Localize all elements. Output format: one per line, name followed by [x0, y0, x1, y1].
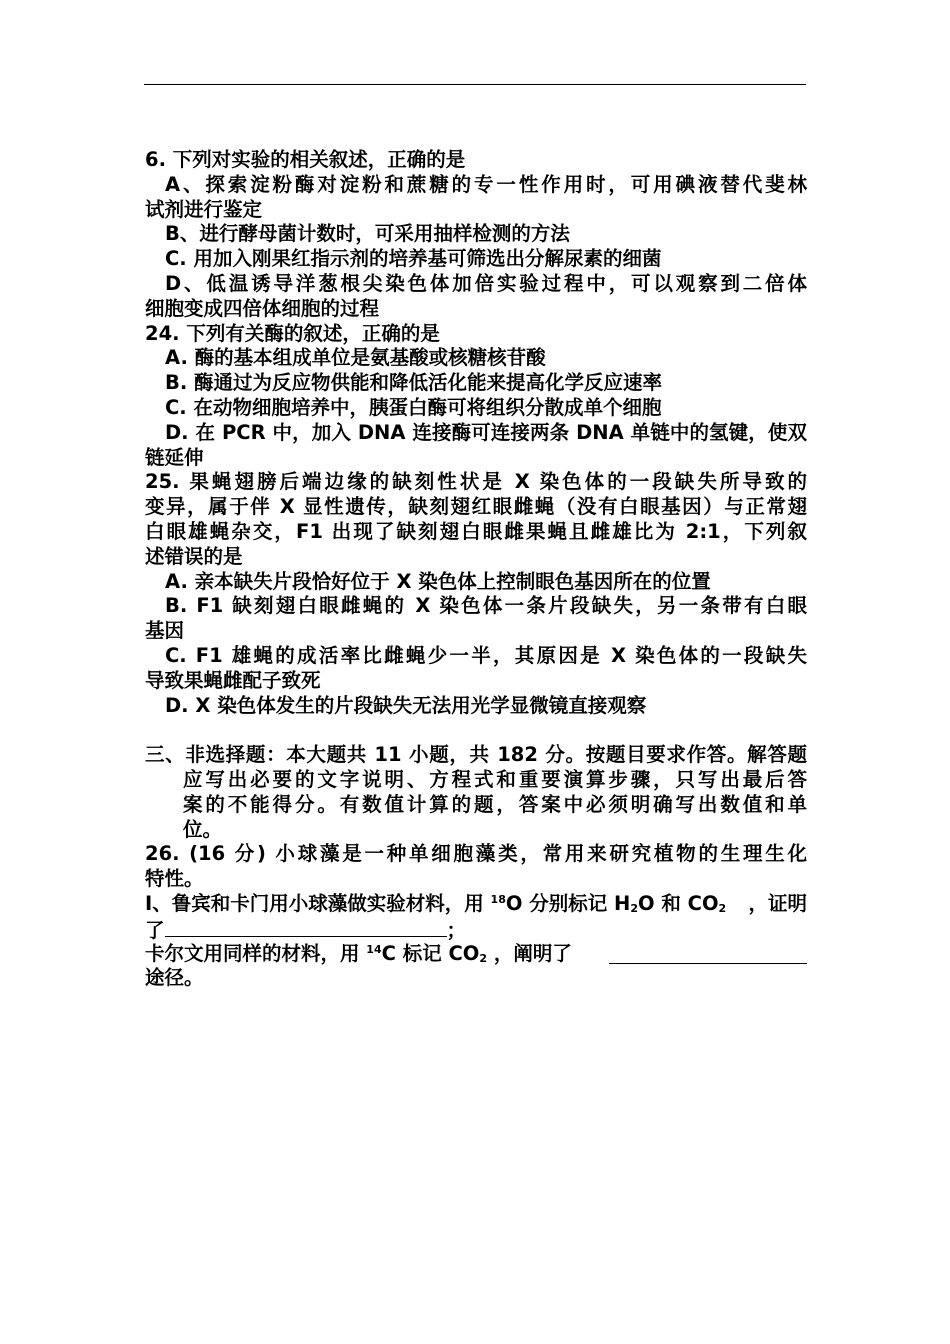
- q26-calvin-line1: [145, 942, 807, 967]
- section3-heading-line1: 三、非选择题：本大题共 11 小题，共 182 分。按题目要求作答。解答题: [145, 743, 807, 767]
- q6-option-a-line2: 试剂进行鉴定: [145, 197, 263, 221]
- q24-option-c: C. 在动物细胞培养中，胰蛋白酶可将组织分散成单个细胞: [165, 395, 662, 419]
- q26-calvin-line2: 途径。: [145, 966, 204, 990]
- q26-part-i-text1: I、鲁宾和卡门用小球藻做实验材料，用: [145, 891, 491, 915]
- q6-option-c: C. 用加入刚果红指示剂的培养基可筛选出分解尿素的细菌: [165, 247, 662, 271]
- q26-part-i-line1: [145, 892, 807, 917]
- q6-option-d-line2: 细胞变成四倍体细胞的过程: [145, 296, 380, 320]
- co2-subscript: 2: [718, 901, 727, 915]
- q26-part-i-text4: ，证明: [748, 891, 807, 915]
- isotope-14-superscript: 14: [366, 942, 382, 956]
- q26-part-i-text3: O 和 CO: [638, 891, 719, 915]
- q24-option-d-line2: 链延伸: [145, 445, 204, 469]
- q25-stem-line2: 变异，属于伴 X 显性遗传，缺刻翅红眼雌蝇（没有白眼基因）与正常翅: [145, 495, 807, 519]
- h2o-subscript: 2: [630, 901, 638, 915]
- q26-part-i-suffix: ；: [446, 918, 467, 942]
- q25-stem-line4: 述错误的是: [145, 544, 243, 568]
- q25-option-a: A. 亲本缺失片段恰好位于 X 染色体上控制眼色基因所在的位置: [165, 569, 711, 593]
- co2-subscript-calvin: 2: [479, 951, 488, 965]
- header-rule: [144, 84, 806, 85]
- q24-option-d-line1: D. 在 PCR 中，加入 DNA 连接酶可连接两条 DNA 单链中的氢键，使双: [165, 420, 807, 444]
- q25-option-b-line1: B. F1 缺刻翅白眼雌蝇的 X 染色体一条片段缺失，另一条带有白眼: [165, 594, 807, 618]
- q6-option-d-line1: D、低温诱导洋葱根尖染色体加倍实验过程中，可以观察到二倍体: [165, 271, 807, 295]
- q25-option-c-line1: C. F1 雄蝇的成活率比雌蝇少一半，其原因是 X 染色体的一段缺失: [165, 643, 807, 667]
- q6-option-a-line1: A、探索淀粉酶对淀粉和蔗糖的专一性作用时，可用碘液替代斐林: [165, 172, 807, 196]
- q24-option-b: B. 酶通过为反应物供能和降低活化能来提高化学反应速率: [165, 371, 663, 395]
- answer-blank-2[interactable]: [609, 944, 807, 964]
- document-body: [145, 148, 807, 991]
- section3-heading-line2: 应写出必要的文字说明、方程式和重要演算步骤，只写出最后答: [183, 767, 807, 791]
- q26-stem-line1: 26. (16 分) 小球藻是一种单细胞藻类，常用来研究植物的生理生化: [145, 842, 807, 866]
- q24-stem: 24. 下列有关酶的叙述，正确的是: [145, 321, 440, 345]
- q25-option-c-line2: 导致果蝇雌配子致死: [145, 668, 321, 692]
- q26-part-i-text2: O 分别标记 H: [505, 891, 631, 915]
- q25-option-d: D. X 染色体发生的片段缺失无法用光学显微镜直接观察: [165, 693, 647, 717]
- q24-option-a: A. 酶的基本组成单位是氨基酸或核糖核苷酸: [165, 346, 546, 370]
- section-gap: [145, 718, 807, 743]
- isotope-18-superscript: 18: [490, 892, 506, 906]
- q25-stem-line3: 白眼雄蝇杂交，F1 出现了缺刻翅白眼雌果蝇且雌雄比为 2:1，下列叙: [145, 519, 807, 543]
- q25-stem-line1: 25. 果蝇翅膀后端边缘的缺刻性状是 X 染色体的一段缺失所导致的: [145, 470, 807, 494]
- q6-stem: 6. 下列对实验的相关叙述，正确的是: [145, 148, 466, 171]
- answer-blank-1[interactable]: [165, 917, 447, 937]
- q26-calvin-text3: ，阐明了: [487, 941, 572, 965]
- q26-part-i-prefix: 了: [145, 918, 165, 942]
- q26-part-i-line2: [145, 917, 807, 942]
- section3-heading-line3: 案的不能得分。有数值计算的题，答案中必须明确写出数值和单: [183, 792, 807, 816]
- q26-calvin-text2: C 标记 CO: [381, 941, 480, 965]
- section3-heading-line4: 位。: [183, 817, 223, 841]
- q6-option-b: B、进行酵母菌计数时，可采用抽样检测的方法: [165, 222, 570, 246]
- q26-calvin-text1: 卡尔文用同样的材料，用: [145, 941, 367, 965]
- q25-option-b-line2: 基因: [145, 619, 185, 643]
- q26-stem-line2: 特性。: [145, 867, 204, 891]
